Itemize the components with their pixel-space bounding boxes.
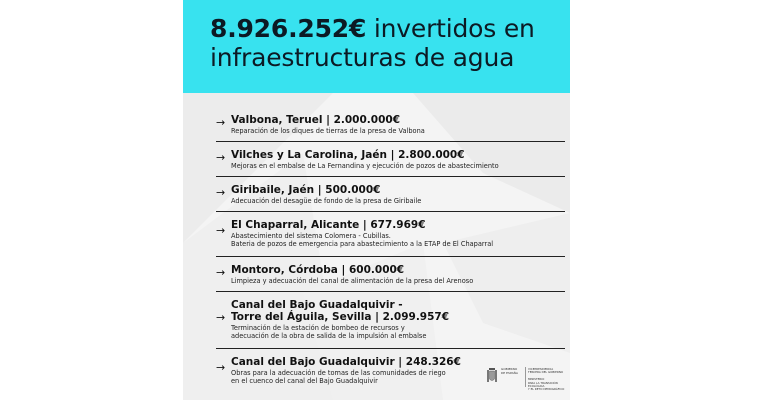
headline-amount: 8.926.252€ [210, 14, 367, 43]
divider [216, 256, 565, 257]
item-title: Giribaile, Jaén | 500.000€ [231, 184, 381, 196]
divider [216, 211, 565, 212]
arrow-icon: → [216, 361, 226, 374]
headline-text: invertidos en infraestructuras de agua [210, 14, 535, 72]
infographic-card [183, 0, 570, 400]
logo-text-ministerio: VICEPRESIDENCIA TERCERA DEL GOBIERNO MINISTERIO PARA LA TRANSICIÓN ECOLÓGICA Y EL RETO DEMOGRÁFICO [528, 367, 565, 392]
arrow-icon: → [216, 151, 226, 164]
item-title: Montoro, Córdoba | 600.000€ [231, 264, 405, 276]
item-title: Canal del Bajo Guadalquivir - [231, 299, 403, 311]
item-title: Valbona, Teruel | 2.000.000€ [231, 114, 401, 126]
item-title-line2: Torre del Águila, Sevilla | 2.099.957€ [231, 311, 450, 323]
header-banner [183, 0, 570, 93]
item-description-line2: adecuación de la obra de salida de la impulsión al embalse [231, 332, 427, 340]
arrow-icon: → [216, 224, 226, 237]
headline [210, 14, 555, 72]
arrow-icon: → [216, 116, 226, 129]
item-description: Limpieza y adecuación del canal de alimentación de la presa del Arenoso [231, 277, 474, 285]
logo-text-gobierno: GOBIERNO DE ESPAÑA [501, 367, 518, 375]
item-description: Reparación de los diques de tierras de la presa de Valbona [231, 127, 425, 135]
divider [216, 141, 565, 142]
government-logo [486, 367, 566, 392]
item-description: Obras para la adecuación de tomas de las comunidades de riego [231, 369, 446, 377]
divider [216, 176, 565, 177]
item-description: Adecuación del desagüe de fondo de la presa de Giribaile [231, 197, 422, 205]
arrow-icon: → [216, 311, 226, 324]
item-description: Mejoras en el embalse de La Fernandina y ejecución de pozos de abastecimiento [231, 162, 499, 170]
item-description-line2: Bateria de pozos de emergencia para abastecimiento a la ETAP de El Chaparral [231, 240, 494, 248]
coat-of-arms-icon [486, 367, 498, 385]
arrow-icon: → [216, 186, 226, 199]
item-title: Canal del Bajo Guadalquivir | 248.326€ [231, 356, 461, 368]
item-title: Vilches y La Carolina, Jaén | 2.800.000€ [231, 149, 465, 161]
logo-separator [525, 367, 526, 387]
item-description: Abastecimiento del sistema Colomera - Cubillas. [231, 232, 391, 240]
item-description-line2: en el cuenco del canal del Bajo Guadalquivir [231, 377, 378, 385]
divider [216, 291, 565, 292]
divider [216, 348, 565, 349]
arrow-icon: → [216, 266, 226, 279]
item-description: Terminación de la estación de bombeo de recursos y [231, 324, 405, 332]
item-title: El Chaparral, Alicante | 677.969€ [231, 219, 426, 231]
